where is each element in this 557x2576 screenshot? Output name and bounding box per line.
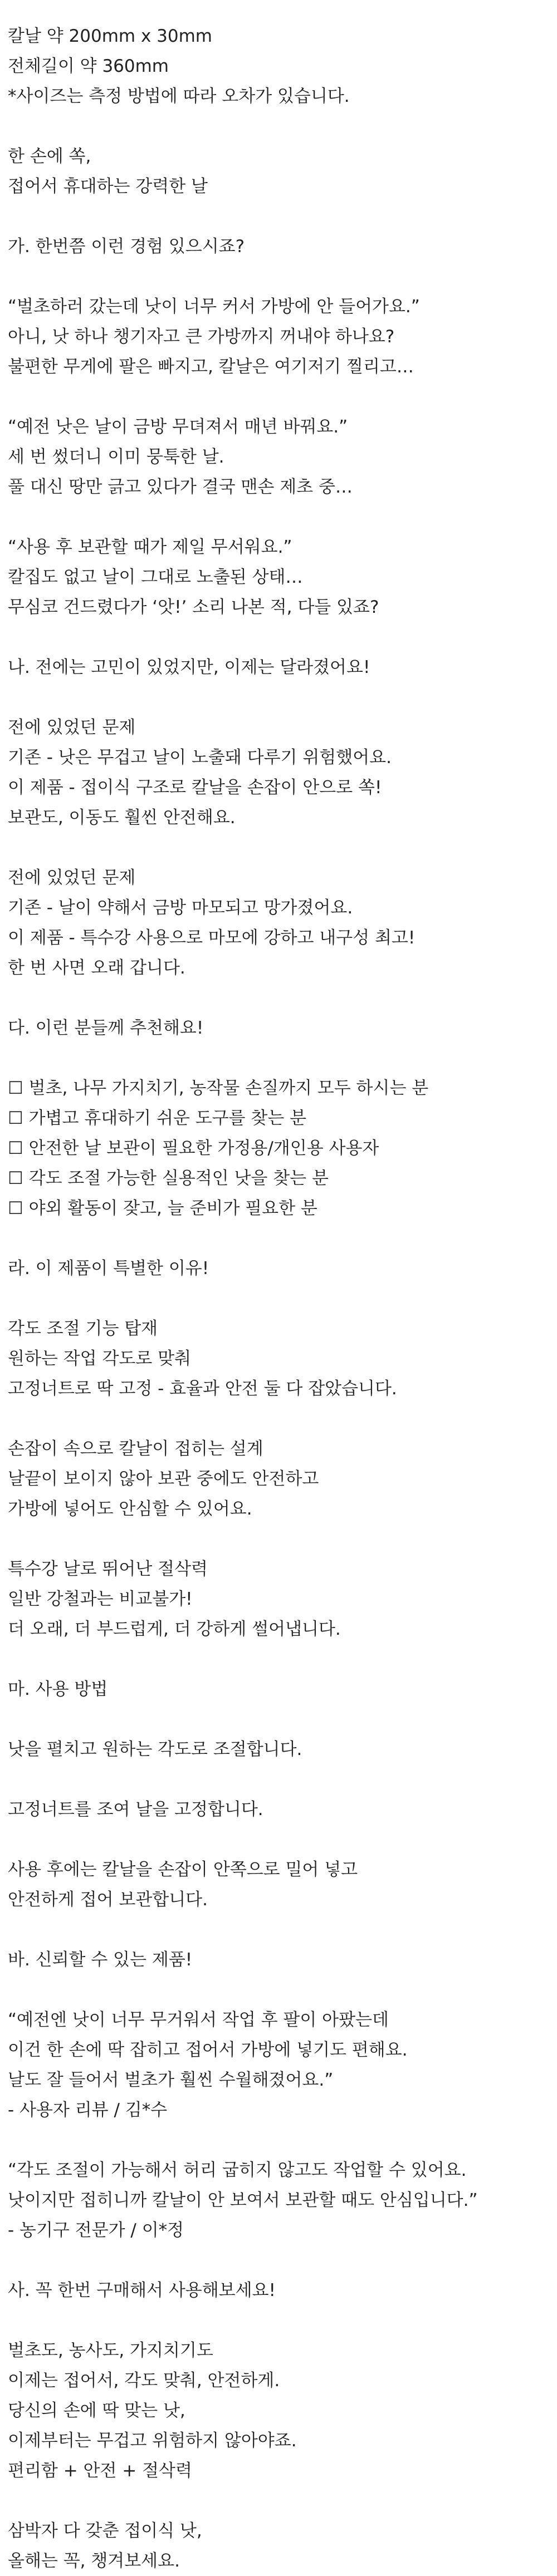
text-block [8, 292, 557, 382]
text-block [8, 2155, 557, 2245]
text-line: 벌초도, 농사도, 가지치기도 [8, 2341, 213, 2361]
text-line: 편리함 + 안전 + 절삭력 [8, 2461, 192, 2481]
text-block [8, 532, 557, 622]
text-line: 가방에 넣어도 안심할 수 있어요. [8, 1499, 252, 1519]
text-line: - 농기구 전문가 / 이*정 [8, 2220, 184, 2240]
text-line: ☐ 가볍고 휴대하기 쉬운 도구를 찾는 분 [8, 1108, 307, 1128]
text-block [8, 1734, 557, 1764]
text-line: 한 번 사면 오래 갑니다. [8, 958, 185, 978]
text-line: ☐ 안전한 날 보관이 필요한 가정용/개인용 사용자 [8, 1138, 379, 1158]
text-line: ☐ 각도 조절 가능한 실용적인 낫을 찾는 분 [8, 1168, 329, 1188]
text-line: 손잡이 속으로 칼날이 접히는 설계 [8, 1439, 263, 1459]
text-line: “사용 후 보관할 때가 제일 무서워요.” [8, 537, 292, 557]
text-line: 불편한 무게에 팔은 빠지고, 칼날은 여기저기 찔리고… [8, 357, 414, 377]
text-block [8, 2516, 557, 2576]
text-line: 전에 있었던 문제 [8, 868, 136, 888]
text-line: 마. 사용 방법 [8, 1679, 108, 1699]
text-block [8, 2275, 557, 2305]
text-block [8, 412, 557, 502]
text-line: 풀 대신 땅만 긁고 있다가 결국 맨손 제초 중… [8, 477, 353, 497]
text-line: - 사용자 리뷰 / 김*수 [8, 2100, 168, 2120]
text-line: 이 제품 - 특수강 사용으로 마모에 강하고 내구성 최고! [8, 928, 416, 948]
text-block [8, 1945, 557, 1975]
text-block [8, 232, 557, 262]
text-line: 다. 이런 분들께 추천해요! [8, 1018, 204, 1038]
text-block [8, 1554, 557, 1644]
text-line: 전에 있었던 문제 [8, 717, 136, 738]
text-line: 각도 조절 기능 탑재 [8, 1319, 158, 1339]
text-line: 아니, 낫 하나 챙기자고 큰 가방까지 꺼내야 하나요? [8, 327, 395, 347]
text-line: ☐ 야외 활동이 잦고, 늘 준비가 필요한 분 [8, 1198, 317, 1218]
text-block [8, 712, 557, 833]
text-line: 칼집도 없고 날이 그대로 노출된 상태… [8, 567, 303, 587]
text-line: 고정너트로 딱 고정 - 효율과 안전 둘 다 잡았습니다. [8, 1379, 397, 1399]
text-line: 접어서 휴대하는 강력한 날 [8, 176, 208, 196]
text-line: “예전 낫은 날이 금방 무뎌져서 매년 바꿔요.” [8, 417, 348, 437]
text-line: 전체길이 약 360mm [8, 56, 169, 76]
text-block [8, 1674, 557, 1704]
text-line: “벌초하러 갔는데 낫이 너무 커서 가방에 안 들어가요.” [8, 297, 420, 317]
text-line: 더 오래, 더 부드럽게, 더 강하게 썰어냅니다. [8, 1619, 341, 1639]
text-line: 낫을 펼치고 원하는 각도로 조절합니다. [8, 1739, 302, 1759]
text-line: 한 손에 쏙, [8, 146, 91, 166]
text-line: 나. 전에는 고민이 있었지만, 이제는 달라졌어요! [8, 657, 370, 677]
text-line: 세 번 썼더니 이미 뭉툭한 날. [8, 447, 224, 467]
text-line: 기존 - 날이 약해서 금방 마모되고 망가졌어요. [8, 898, 353, 918]
text-line: 사. 꼭 한번 구매해서 사용해보세요! [8, 2280, 276, 2300]
text-line: 특수강 날로 뛰어난 절삭력 [8, 1559, 208, 1579]
text-block [8, 1795, 557, 1825]
text-line: ☐ 벌초, 나무 가지치기, 농작물 손질까지 모두 하시는 분 [8, 1078, 429, 1098]
text-block [8, 1073, 557, 1223]
text-block [8, 2336, 557, 2486]
text-line: 라. 이 제품이 특별한 이유! [8, 1258, 209, 1279]
text-line: *사이즈는 측정 방법에 따라 오차가 있습니다. [8, 86, 350, 106]
text-line: 칼날 약 200mm x 30mm [8, 26, 213, 46]
text-line: 고정너트를 조여 날을 고정합니다. [8, 1800, 263, 1820]
text-line: 일반 강철과는 비교불가! [8, 1589, 193, 1609]
text-line: 무심코 건드렸다가 ‘앗!’ 소리 나본 적, 다들 있죠? [8, 597, 379, 617]
text-block [8, 1855, 557, 1915]
text-line: 바. 신뢰할 수 있는 제품! [8, 1950, 193, 1970]
text-line: 이제는 접어서, 각도 맞춰, 안전하게. [8, 2371, 280, 2391]
text-line: 사용 후에는 칼날을 손잡이 안쪽으로 밀어 넣고 [8, 1860, 358, 1880]
text-line: 원하는 작업 각도로 맞춰 [8, 1349, 192, 1369]
text-block [8, 1434, 557, 1524]
text-block [8, 1013, 557, 1043]
text-block [8, 1253, 557, 1284]
text-line: 삼박자 다 갖춘 접이식 낫, [8, 2521, 202, 2541]
text-line: 안전하게 접어 보관합니다. [8, 1890, 208, 1910]
text-line: 올해는 꼭, 챙겨보세요. [8, 2551, 180, 2571]
text-line: 기존 - 낫은 무겁고 날이 노출돼 다루기 위험했어요. [8, 748, 392, 768]
text-block [8, 141, 557, 201]
text-block [8, 1314, 557, 1404]
text-line: 날도 잘 들어서 벌초가 훨씬 수월해졌어요.” [8, 2070, 334, 2090]
text-block [8, 652, 557, 682]
text-line: 날끝이 보이지 않아 보관 중에도 안전하고 [8, 1469, 319, 1489]
text-line: “각도 조절이 가능해서 허리 굽히지 않고도 작업할 수 있어요. [8, 2160, 467, 2180]
text-line: 이 제품 - 접이식 구조로 칼날을 손잡이 안으로 쏙! [8, 778, 382, 798]
text-line: 낫이지만 접히니까 칼날이 안 보여서 보관할 때도 안심입니다.” [8, 2190, 478, 2210]
text-line: 이제부터는 무겁고 위험하지 않아야죠. [8, 2431, 297, 2451]
text-line: “예전엔 낫이 너무 무거워서 작업 후 팔이 아팠는데 [8, 2010, 389, 2030]
text-line: 보관도, 이동도 훨씬 안전해요. [8, 808, 236, 828]
text-line: 이건 한 손에 딱 잡히고 접어서 가방에 넣기도 편해요. [8, 2040, 408, 2060]
text-line: 가. 한번쯤 이런 경험 있으시죠? [8, 237, 245, 257]
text-line: 당신의 손에 딱 맞는 낫, [8, 2401, 185, 2421]
text-block [8, 21, 557, 111]
text-block [8, 2005, 557, 2125]
text-block [8, 863, 557, 983]
